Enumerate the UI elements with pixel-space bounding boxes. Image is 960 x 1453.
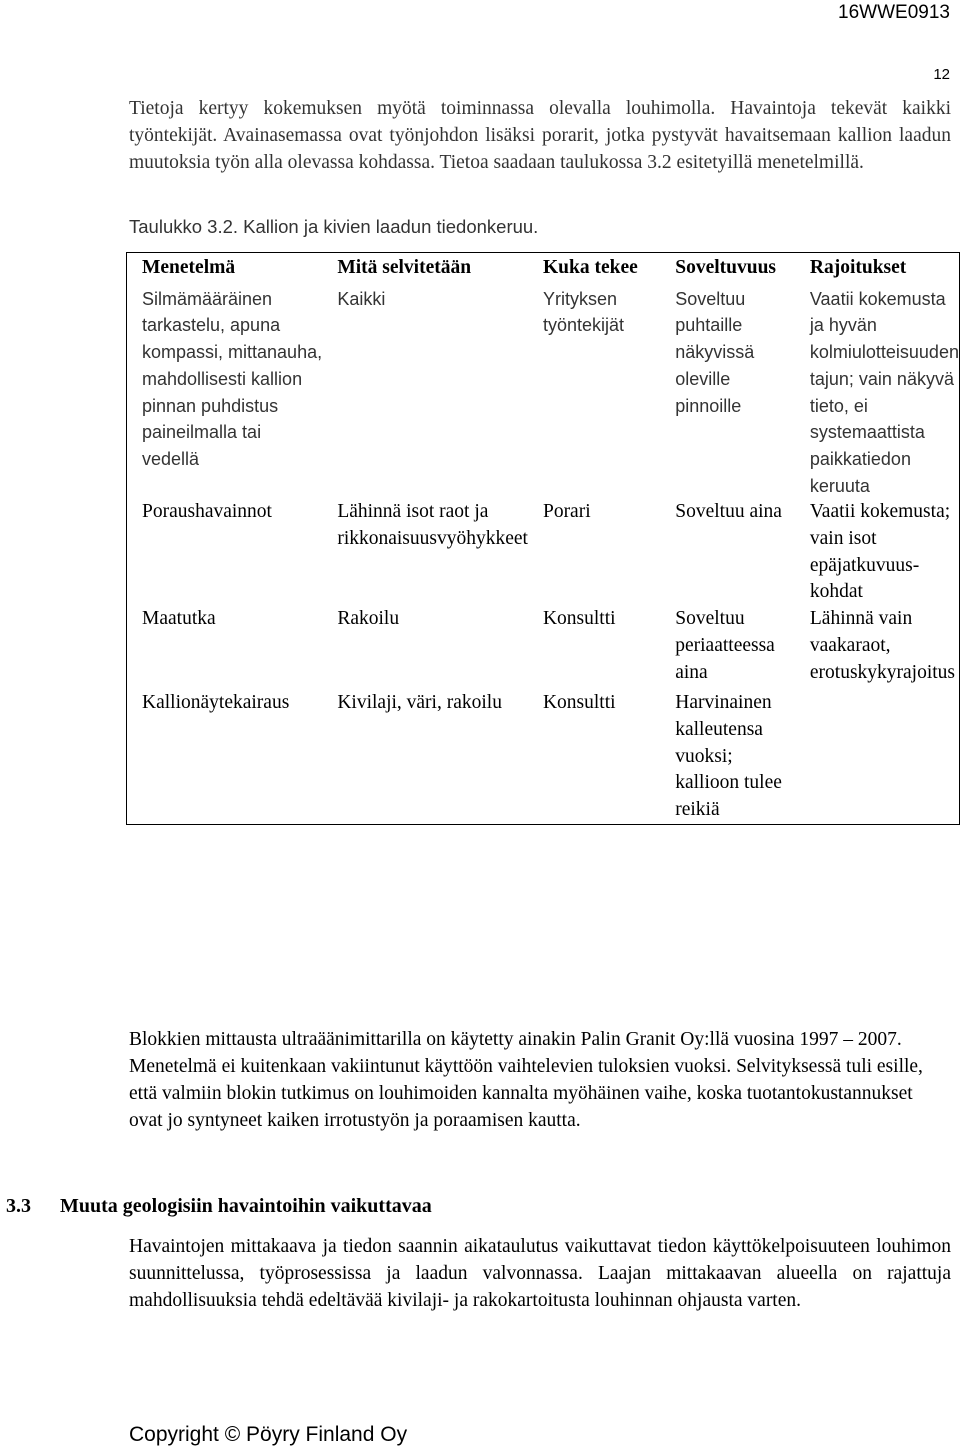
- table-cell: Konsultti: [542, 608, 616, 630]
- table-cell: Porari: [542, 501, 591, 523]
- table-cell: Lähinnä isot raot ja rikkonaisuusvyöhykkeet: [337, 501, 528, 550]
- table-cell: Harvinainen kalleutensa vuoksi; kallioon tulee reikiä: [675, 692, 782, 821]
- table-cell: Kallionäytekairaus: [142, 692, 290, 714]
- page-number: 12: [933, 66, 950, 83]
- table-caption: Taulukko 3.2. Kallion ja kivien laadun tiedonkeruu.: [129, 216, 539, 237]
- header-cell: Mitä selvitetään: [337, 257, 472, 278]
- header-cell: Menetelmä: [142, 257, 236, 278]
- document-id: 16WWE0913: [838, 2, 950, 23]
- table-cell: Kaikki: [337, 288, 386, 309]
- methods-table: [126, 252, 960, 825]
- table-row: [127, 606, 960, 686]
- table-cell: Rakoilu: [337, 608, 400, 630]
- table-cell: Vaatii kokemusta; vain isot epäjatkuvuus-kohdat: [809, 501, 951, 603]
- header-cell: Soveltuvuus: [675, 257, 777, 278]
- table-row: [127, 282, 960, 500]
- header-cell: Kuka tekee: [542, 257, 638, 278]
- table-cell: Soveltuu puhtaille näkyvissä oleville pinnoille: [675, 288, 755, 416]
- intro-paragraph: Tietoja kertyy kokemuksen myötä toiminnassa olevalla louhimolla. Havaintoja tekevät kaikki työntekijät. Avainasemassa ovat työnjohdon lisäksi porarit, jotka pystyvät havaitsemaan kallion laadun muutoksia työn alla olevassa kohdassa. Tietoa saadaan taulukossa 3.2 esitetyillä menetelmillä.: [129, 98, 951, 173]
- table-cell: Yrityksen työntekijät: [542, 288, 625, 336]
- section-number: 3.3: [6, 1195, 31, 1217]
- table-cell: Vaatii kokemusta ja hyvän kolmiulotteisuuden tajun; vain näkyvä tieto, ei systemaattista paikkatiedon keruuta: [809, 288, 959, 496]
- table-header-row: [127, 253, 960, 282]
- section-title: Muuta geologisiin havaintoihin vaikuttavaa: [60, 1195, 432, 1217]
- table-cell: Maatutka: [142, 608, 216, 630]
- footer-copyright: Copyright © Pöyry Finland Oy: [129, 1423, 408, 1446]
- header-cell: Rajoitukset: [809, 257, 907, 278]
- table-cell: Kivilaji, väri, rakoilu: [337, 692, 502, 714]
- body-paragraph: Blokkien mittausta ultraäänimittarilla on käytetty ainakin Palin Granit Oy:llä vuosina 1997 – 2007. Menetelmä ei kuitenkaan vakiintunut käyttöön vaihtelevien tuloksien vuoksi. Selvityksessä tuli esille, että valmiin blokin tutkimus on louhimoiden kannalta myöhäinen vaihe, koska tuotantokustannukset ovat jo syntyneet kaiken irrotustyön ja poraamisen kautta.: [129, 1029, 923, 1131]
- table-cell: [795, 686, 960, 824]
- body-paragraph: Havaintojen mittakaava ja tiedon saannin aikataulutus vaikuttavat tiedon käyttökelpoisuuteen louhimon suunnittelussa, työprosessissa ja laadun valvonnassa. Laajan mittakaavan alueella on rajattuja mahdollisuuksia tehdä edeltävää kivilaji- ja rakokartoitusta louhinnan ohjausta varten.: [129, 1236, 951, 1311]
- table-cell: Soveltuu aina: [675, 501, 782, 523]
- table-cell: Silmämääräinen tarkastelu, apuna kompassi, mittanauha, mahdollisesti kallion pinnan puhdistus paineilmalla tai vedellä: [142, 288, 323, 469]
- table-cell: Lähinnä vain vaakaraot, erotuskykyrajoitus: [809, 608, 956, 683]
- table-row: [127, 686, 960, 824]
- table-cell: Soveltuu periaatteessa aina: [675, 608, 775, 683]
- section-heading: [6, 1195, 432, 1218]
- table-cell: Konsultti: [542, 692, 616, 714]
- table-cell: Poraushavainnot: [142, 501, 272, 523]
- table-row: [127, 499, 960, 606]
